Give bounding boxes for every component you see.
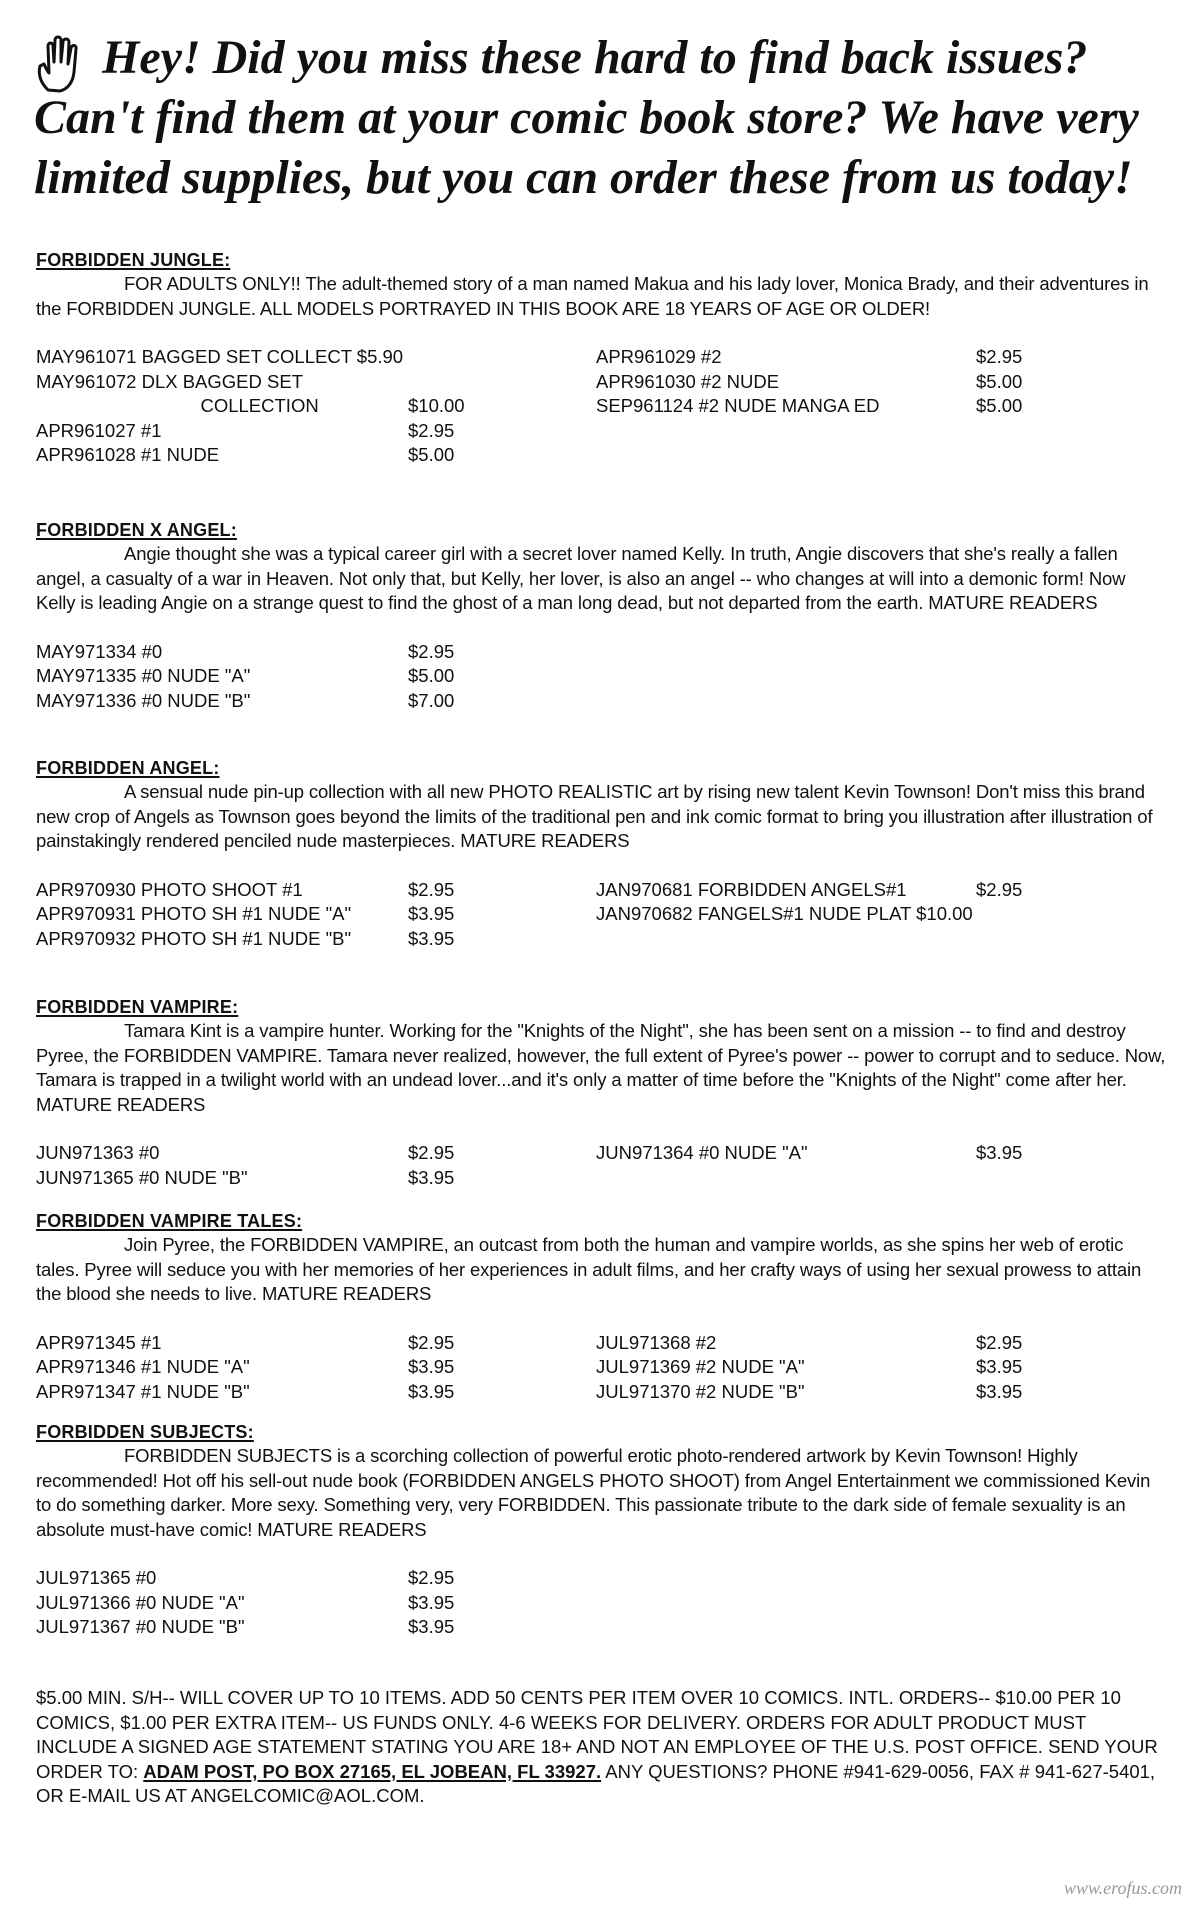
list-item bbox=[36, 878, 476, 903]
list-item bbox=[36, 345, 476, 370]
section-forbidden-vampire bbox=[36, 995, 1166, 1190]
list-item bbox=[596, 345, 1066, 370]
item-code: COLLECTION bbox=[36, 395, 319, 416]
list-item bbox=[36, 640, 476, 665]
item-price: $5.00 bbox=[976, 370, 1023, 392]
section-description: Join Pyree, the FORBIDDEN VAMPIRE, an outcast from both the human and vampire worlds, as she spins her web of erotic tales. Pyree will seduce you with her memories of her experiences in adult films, and her crafty ways of using her sexual prowess to attain the blood she needs to live. MATURE READERS bbox=[36, 1234, 1142, 1304]
item-code: APR961027 #1 bbox=[36, 419, 162, 441]
item-price: $2.95 bbox=[408, 1567, 455, 1588]
list-item bbox=[596, 1331, 1066, 1356]
item-price: $3.95 bbox=[408, 1616, 455, 1637]
list-item bbox=[36, 927, 476, 952]
section-title: FORBIDDEN SUBJECTS: bbox=[36, 1422, 254, 1442]
hand-icon bbox=[34, 34, 88, 94]
list-item bbox=[596, 902, 1066, 927]
section-description: FOR ADULTS ONLY!! The adult-themed story of a man named Makua and his lady lover, Monica Brady, and their adventures in the FORBIDDEN JUNGLE. ALL MODELS PORTRAYED IN THIS BOOK ARE 18 YEARS OF AGE OR OLDER! bbox=[36, 273, 1149, 319]
item-list bbox=[36, 1566, 1166, 1640]
item-price: $2.95 bbox=[408, 640, 455, 662]
item-list bbox=[36, 1331, 1166, 1405]
item-code: JUN971365 #0 NUDE "B" bbox=[36, 1166, 248, 1188]
item-price: $2.95 bbox=[408, 1331, 455, 1353]
section-title: FORBIDDEN ANGEL: bbox=[36, 758, 220, 778]
section-description: A sensual nude pin-up collection with all new PHOTO REALISTIC art by rising new talent Kevin Townson! Don't miss this brand new crop of Angels as Townson goes beyond the limits of the traditional pen and ink comic format to bring you illustration after illustration of painstakingly rendered penciled nude masterpieces. MATURE READERS bbox=[36, 781, 1153, 851]
list-item bbox=[596, 1141, 1066, 1166]
list-item bbox=[596, 878, 1066, 903]
section-description: Tamara Kint is a vampire hunter. Working for the "Knights of the Night", she has been sent on a mission -- to find and destroy Pyree, the FORBIDDEN VAMPIRE. Tamara never realized, however, the full extent of Pyree's power -- power to corrupt and to seduce. Now, Tamara is trapped in a twilight world with an undead lover...and it's only a matter of time before the "Knights of the Night" come after her. MATURE READERS bbox=[36, 1020, 1166, 1115]
item-code: APR971345 #1 bbox=[36, 1331, 162, 1353]
list-item bbox=[36, 1591, 476, 1616]
list-item bbox=[36, 1331, 476, 1356]
item-price: $3.95 bbox=[408, 927, 455, 949]
list-item bbox=[36, 1615, 476, 1640]
list-item bbox=[36, 394, 476, 419]
item-code: MAY961072 DLX BAGGED SET bbox=[36, 370, 303, 392]
item-list bbox=[36, 1141, 1166, 1190]
item-list bbox=[36, 640, 1166, 714]
section-description: FORBIDDEN SUBJECTS is a scorching collection of powerful erotic photo-rendered artwork by Kevin Townson! Highly recommended! Hot off his sell-out nude book (FORBIDDEN ANGELS PHOTO SHOOT) from Angel Entertainment we commissioned Kevin to do something darker. More sexy. Something very, very FORBIDDEN. This passionate tribute to the dark side of female sexuality is an absolute must-have comic! MATURE READERS bbox=[36, 1445, 1151, 1540]
list-item bbox=[36, 443, 476, 468]
item-price: $7.00 bbox=[408, 689, 455, 711]
contact-info: ANY QUESTIONS? PHONE #941-629-0056, FAX # 941-627-5401, OR E-MAIL US AT ANGELCOMIC@AOL.COM. bbox=[36, 1760, 1156, 1806]
section-description: Angie thought she was a typical career girl with a secret lover named Kelly. In truth, Angie discovers that she's really a fallen angel, a casualty of a war in Heaven. Not only that, but Kelly, her lover, is also an angel -- who changes at will into a demonic form! Now Kelly is leading Angie on a strange quest to find the ghost of a man long dead, but not departed from the earth. MATURE READERS bbox=[36, 543, 1126, 613]
item-price: $3.95 bbox=[408, 903, 455, 924]
section-forbidden-jungle bbox=[36, 248, 1166, 468]
item-code: APR970932 PHOTO SH #1 NUDE "B" bbox=[36, 927, 352, 949]
section-forbidden-angel bbox=[36, 756, 1166, 952]
item-code: JUL971368 #2 bbox=[596, 1331, 717, 1353]
item-price: $3.95 bbox=[408, 1591, 455, 1613]
section-forbidden-subjects bbox=[36, 1420, 1166, 1640]
item-code: APR971347 #1 NUDE "B" bbox=[36, 1380, 250, 1402]
item-code: MAY971336 #0 NUDE "B" bbox=[36, 689, 251, 711]
watermark: www.erofus.com bbox=[1063, 1878, 1182, 1898]
list-item bbox=[36, 1566, 476, 1591]
list-item bbox=[36, 370, 476, 395]
item-code: MAY971334 #0 bbox=[36, 640, 163, 662]
item-code: JUL971367 #0 NUDE "B" bbox=[36, 1616, 245, 1637]
item-price: $2.95 bbox=[408, 1142, 455, 1163]
item-price: $2.95 bbox=[408, 419, 455, 441]
section-forbidden-vampire-tales bbox=[36, 1209, 1166, 1405]
list-item bbox=[596, 1380, 1066, 1405]
item-code: APR970930 PHOTO SHOOT #1 bbox=[36, 878, 303, 900]
list-item bbox=[36, 1380, 476, 1405]
item-price: $10.00 bbox=[408, 395, 465, 416]
item-code: APR961030 #2 NUDE bbox=[596, 370, 780, 392]
list-item bbox=[36, 1355, 476, 1380]
mailing-address: ADAM POST, PO BOX 27165, EL JOBEAN, FL 33927. bbox=[143, 1760, 602, 1782]
list-item bbox=[36, 419, 476, 444]
item-price: $2.95 bbox=[976, 878, 1023, 900]
item-code: APR970931 PHOTO SH #1 NUDE "A" bbox=[36, 903, 352, 924]
item-code: JUN971364 #0 NUDE "A" bbox=[596, 1142, 808, 1163]
item-price: $3.95 bbox=[976, 1356, 1023, 1377]
item-code: JUL971369 #2 NUDE "A" bbox=[596, 1356, 805, 1377]
header-line-2: Can't find them at your comic book store? We have very bbox=[34, 91, 1139, 144]
header-line-1: Hey! Did you miss these hard to find back issues? bbox=[102, 31, 1088, 84]
section-title: FORBIDDEN X ANGEL: bbox=[36, 520, 237, 540]
list-item bbox=[36, 689, 476, 714]
item-price: $5.00 bbox=[976, 395, 1023, 416]
list-item bbox=[36, 1166, 476, 1191]
item-code: JAN970681 FORBIDDEN ANGELS#1 bbox=[596, 878, 907, 900]
item-code: JUL971365 #0 bbox=[36, 1567, 157, 1588]
header-line-3: limited supplies, but you can order these from us today! bbox=[34, 151, 1133, 204]
item-code: JUL971370 #2 NUDE "B" bbox=[596, 1380, 805, 1402]
item-price: $2.95 bbox=[408, 878, 455, 900]
item-price: $2.95 bbox=[976, 1331, 1023, 1353]
section-title: FORBIDDEN VAMPIRE: bbox=[36, 997, 239, 1017]
item-code: SEP961124 #2 NUDE MANGA ED bbox=[596, 395, 880, 416]
item-list bbox=[36, 345, 1166, 468]
section-forbidden-x-angel bbox=[36, 518, 1166, 714]
item-price: $3.95 bbox=[976, 1380, 1023, 1402]
item-code: MAY961071 BAGGED SET COLLECT $5.90 bbox=[36, 346, 404, 367]
item-list bbox=[36, 878, 1166, 952]
item-price: $3.95 bbox=[408, 1166, 455, 1188]
item-code: JUN971363 #0 bbox=[36, 1142, 160, 1163]
header bbox=[34, 28, 1174, 208]
list-item bbox=[596, 370, 1066, 395]
section-title: FORBIDDEN VAMPIRE TALES: bbox=[36, 1211, 303, 1231]
item-code: APR971346 #1 NUDE "A" bbox=[36, 1356, 250, 1377]
item-price: $3.95 bbox=[408, 1356, 455, 1377]
order-terms: $5.00 MIN. S/H-- WILL COVER UP TO 10 ITEMS. ADD 50 CENTS PER ITEM OVER 10 COMICS. INTL. ORDERS-- $10.00 PER 10 COMICS, $1.00 PER EXTRA ITEM-- US FUNDS ONLY. 4-6 WEEKS FOR DELIVERY. ORDERS FOR ADULT PRODUCT MUST INCLUDE A SIGNED AGE STATEMENT STATING YOU ARE 18+ AND NOT AN EMPLOYEE OF THE U.S. POST OFFICE. SEND YOUR ORDER TO: bbox=[36, 1687, 1158, 1782]
item-price: $5.00 bbox=[408, 444, 455, 465]
item-code: MAY971335 #0 NUDE "A" bbox=[36, 665, 251, 686]
item-code: APR961028 #1 NUDE bbox=[36, 444, 220, 465]
item-price: $2.95 bbox=[976, 346, 1023, 367]
item-code: JAN970682 FANGELS#1 NUDE PLAT $10.00 bbox=[596, 903, 973, 924]
item-code: JUL971366 #0 NUDE "A" bbox=[36, 1591, 245, 1613]
item-price: $5.00 bbox=[408, 665, 455, 686]
list-item bbox=[36, 664, 476, 689]
item-code: APR961029 #2 bbox=[596, 346, 722, 367]
list-item bbox=[36, 1141, 476, 1166]
list-item bbox=[596, 1355, 1066, 1380]
section-title: FORBIDDEN JUNGLE: bbox=[36, 250, 231, 270]
item-price: $3.95 bbox=[976, 1142, 1023, 1163]
list-item bbox=[596, 394, 1066, 419]
item-price: $3.95 bbox=[408, 1380, 455, 1402]
order-info bbox=[36, 1686, 1166, 1809]
list-item bbox=[36, 902, 476, 927]
